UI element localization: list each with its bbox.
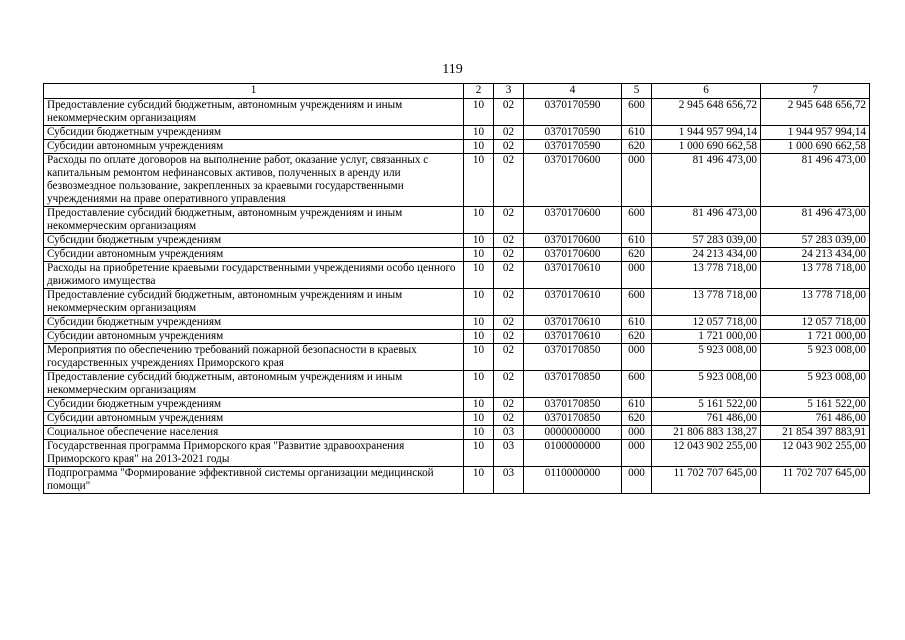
amount-cell: 2 945 648 656,72 <box>761 99 870 126</box>
expense-type-cell: 610 <box>622 316 652 330</box>
section-cell: 10 <box>464 426 494 440</box>
table-row <box>44 262 870 289</box>
section-cell: 10 <box>464 289 494 316</box>
expense-name-cell: Субсидии автономным учреждениям <box>44 140 464 154</box>
amount-cell: 21 806 883 138,27 <box>652 426 761 440</box>
expense-name-cell: Субсидии автономным учреждениям <box>44 412 464 426</box>
amount-cell: 5 161 522,00 <box>652 398 761 412</box>
target-article-cell: 0370170590 <box>524 140 622 154</box>
expense-name-cell: Предоставление субсидий бюджетным, автономным учреждениям и иным некоммерческим организациям <box>44 99 464 126</box>
expense-type-cell: 620 <box>622 330 652 344</box>
amount-cell: 5 923 008,00 <box>761 344 870 371</box>
target-article-cell: 0370170610 <box>524 316 622 330</box>
target-article-cell: 0370170600 <box>524 234 622 248</box>
expense-name-cell: Государственная программа Приморского края "Развитие здравоохранения Приморского края" на 2013-2021 годы <box>44 440 464 467</box>
column-header: 3 <box>494 84 524 99</box>
table-row <box>44 140 870 154</box>
amount-cell: 81 496 473,00 <box>761 207 870 234</box>
subsection-cell: 03 <box>494 426 524 440</box>
amount-cell: 12 043 902 255,00 <box>761 440 870 467</box>
expense-type-cell: 610 <box>622 234 652 248</box>
expense-type-cell: 620 <box>622 412 652 426</box>
subsection-cell: 02 <box>494 234 524 248</box>
amount-cell: 24 213 434,00 <box>761 248 870 262</box>
amount-cell: 13 778 718,00 <box>761 289 870 316</box>
expense-name-cell: Предоставление субсидий бюджетным, автономным учреждениям и иным некоммерческим организациям <box>44 371 464 398</box>
amount-cell: 1 721 000,00 <box>761 330 870 344</box>
table-row <box>44 412 870 426</box>
subsection-cell: 03 <box>494 467 524 494</box>
target-article-cell: 0370170850 <box>524 412 622 426</box>
subsection-cell: 02 <box>494 398 524 412</box>
expense-name-cell: Мероприятия по обеспечению требований пожарной безопасности в краевых государственных учреждениях Приморского края <box>44 344 464 371</box>
target-article-cell: 0370170610 <box>524 262 622 289</box>
target-article-cell: 0370170600 <box>524 207 622 234</box>
section-cell: 10 <box>464 248 494 262</box>
target-article-cell: 0370170590 <box>524 126 622 140</box>
expense-name-cell: Субсидии бюджетным учреждениям <box>44 126 464 140</box>
expense-name-cell: Предоставление субсидий бюджетным, автономным учреждениям и иным некоммерческим организациям <box>44 289 464 316</box>
table-row <box>44 207 870 234</box>
target-article-cell: 0000000000 <box>524 426 622 440</box>
expense-name-cell: Субсидии бюджетным учреждениям <box>44 398 464 412</box>
target-article-cell: 0370170600 <box>524 248 622 262</box>
amount-cell: 5 161 522,00 <box>761 398 870 412</box>
expense-type-cell: 600 <box>622 207 652 234</box>
subsection-cell: 02 <box>494 262 524 289</box>
amount-cell: 13 778 718,00 <box>652 262 761 289</box>
expense-type-cell: 000 <box>622 440 652 467</box>
table-row <box>44 99 870 126</box>
target-article-cell: 0110000000 <box>524 467 622 494</box>
budget-table <box>43 83 870 494</box>
expense-type-cell: 000 <box>622 344 652 371</box>
section-cell: 10 <box>464 398 494 412</box>
subsection-cell: 02 <box>494 207 524 234</box>
section-cell: 10 <box>464 126 494 140</box>
table-row <box>44 248 870 262</box>
subsection-cell: 02 <box>494 99 524 126</box>
column-header: 6 <box>652 84 761 99</box>
table-row <box>44 398 870 412</box>
table-row <box>44 316 870 330</box>
amount-cell: 81 496 473,00 <box>652 207 761 234</box>
expense-name-cell: Расходы по оплате договоров на выполнение работ, оказание услуг, связанных с капитальным ремонтом нефинансовых активов, полученных в аренду или безвозмездное пользование, закрепленных за краевыми государственными учреждениями на праве оперативного управления <box>44 154 464 207</box>
amount-cell: 5 923 008,00 <box>652 344 761 371</box>
amount-cell: 761 486,00 <box>761 412 870 426</box>
amount-cell: 81 496 473,00 <box>761 154 870 207</box>
table-row <box>44 440 870 467</box>
expense-type-cell: 600 <box>622 99 652 126</box>
subsection-cell: 02 <box>494 289 524 316</box>
table-row <box>44 154 870 207</box>
expense-name-cell: Расходы на приобретение краевыми государственными учреждениями особо ценного движимого имущества <box>44 262 464 289</box>
expense-type-cell: 000 <box>622 467 652 494</box>
section-cell: 10 <box>464 412 494 426</box>
amount-cell: 21 854 397 883,91 <box>761 426 870 440</box>
subsection-cell: 02 <box>494 126 524 140</box>
expense-name-cell: Субсидии бюджетным учреждениям <box>44 234 464 248</box>
table-row <box>44 371 870 398</box>
section-cell: 10 <box>464 234 494 248</box>
target-article-cell: 0370170850 <box>524 398 622 412</box>
subsection-cell: 02 <box>494 371 524 398</box>
target-article-cell: 0370170600 <box>524 154 622 207</box>
amount-cell: 1 944 957 994,14 <box>652 126 761 140</box>
target-article-cell: 0370170610 <box>524 330 622 344</box>
section-cell: 10 <box>464 262 494 289</box>
expense-name-cell: Субсидии бюджетным учреждениям <box>44 316 464 330</box>
column-header: 4 <box>524 84 622 99</box>
amount-cell: 1 000 690 662,58 <box>761 140 870 154</box>
table-row <box>44 289 870 316</box>
section-cell: 10 <box>464 440 494 467</box>
target-article-cell: 0370170850 <box>524 344 622 371</box>
expense-name-cell: Субсидии автономным учреждениям <box>44 248 464 262</box>
amount-cell: 5 923 008,00 <box>761 371 870 398</box>
section-cell: 10 <box>464 316 494 330</box>
table-row <box>44 126 870 140</box>
table-row <box>44 344 870 371</box>
amount-cell: 11 702 707 645,00 <box>652 467 761 494</box>
expense-name-cell: Социальное обеспечение населения <box>44 426 464 440</box>
section-cell: 10 <box>464 140 494 154</box>
section-cell: 10 <box>464 371 494 398</box>
expense-type-cell: 000 <box>622 154 652 207</box>
expense-type-cell: 610 <box>622 126 652 140</box>
amount-cell: 12 057 718,00 <box>652 316 761 330</box>
amount-cell: 13 778 718,00 <box>652 289 761 316</box>
subsection-cell: 02 <box>494 154 524 207</box>
amount-cell: 12 057 718,00 <box>761 316 870 330</box>
target-article-cell: 0100000000 <box>524 440 622 467</box>
amount-cell: 5 923 008,00 <box>652 371 761 398</box>
subsection-cell: 02 <box>494 330 524 344</box>
target-article-cell: 0370170850 <box>524 371 622 398</box>
amount-cell: 24 213 434,00 <box>652 248 761 262</box>
subsection-cell: 02 <box>494 412 524 426</box>
target-article-cell: 0370170610 <box>524 289 622 316</box>
expense-type-cell: 600 <box>622 371 652 398</box>
amount-cell: 2 945 648 656,72 <box>652 99 761 126</box>
expense-type-cell: 000 <box>622 262 652 289</box>
amount-cell: 81 496 473,00 <box>652 154 761 207</box>
table-row <box>44 330 870 344</box>
expense-type-cell: 620 <box>622 248 652 262</box>
subsection-cell: 03 <box>494 440 524 467</box>
section-cell: 10 <box>464 207 494 234</box>
section-cell: 10 <box>464 330 494 344</box>
amount-cell: 11 702 707 645,00 <box>761 467 870 494</box>
amount-cell: 57 283 039,00 <box>652 234 761 248</box>
column-header: 7 <box>761 84 870 99</box>
section-cell: 10 <box>464 99 494 126</box>
table-row <box>44 467 870 494</box>
section-cell: 10 <box>464 154 494 207</box>
section-cell: 10 <box>464 467 494 494</box>
target-article-cell: 0370170590 <box>524 99 622 126</box>
subsection-cell: 02 <box>494 248 524 262</box>
amount-cell: 1 000 690 662,58 <box>652 140 761 154</box>
subsection-cell: 02 <box>494 344 524 371</box>
amount-cell: 1 944 957 994,14 <box>761 126 870 140</box>
table-body <box>44 99 870 494</box>
column-header: 1 <box>44 84 464 99</box>
column-header: 2 <box>464 84 494 99</box>
expense-name-cell: Предоставление субсидий бюджетным, автономным учреждениям и иным некоммерческим организациям <box>44 207 464 234</box>
expense-name-cell: Субсидии автономным учреждениям <box>44 330 464 344</box>
expense-type-cell: 600 <box>622 289 652 316</box>
amount-cell: 13 778 718,00 <box>761 262 870 289</box>
page-number: 119 <box>442 62 463 77</box>
amount-cell: 12 043 902 255,00 <box>652 440 761 467</box>
column-header: 5 <box>622 84 652 99</box>
table-row <box>44 426 870 440</box>
amount-cell: 761 486,00 <box>652 412 761 426</box>
expense-type-cell: 000 <box>622 426 652 440</box>
expense-type-cell: 620 <box>622 140 652 154</box>
amount-cell: 57 283 039,00 <box>761 234 870 248</box>
column-header-row <box>44 84 870 99</box>
subsection-cell: 02 <box>494 316 524 330</box>
expense-name-cell: Подпрограмма "Формирование эффективной системы организации медицинской помощи" <box>44 467 464 494</box>
section-cell: 10 <box>464 344 494 371</box>
subsection-cell: 02 <box>494 140 524 154</box>
table-row <box>44 234 870 248</box>
amount-cell: 1 721 000,00 <box>652 330 761 344</box>
expense-type-cell: 610 <box>622 398 652 412</box>
